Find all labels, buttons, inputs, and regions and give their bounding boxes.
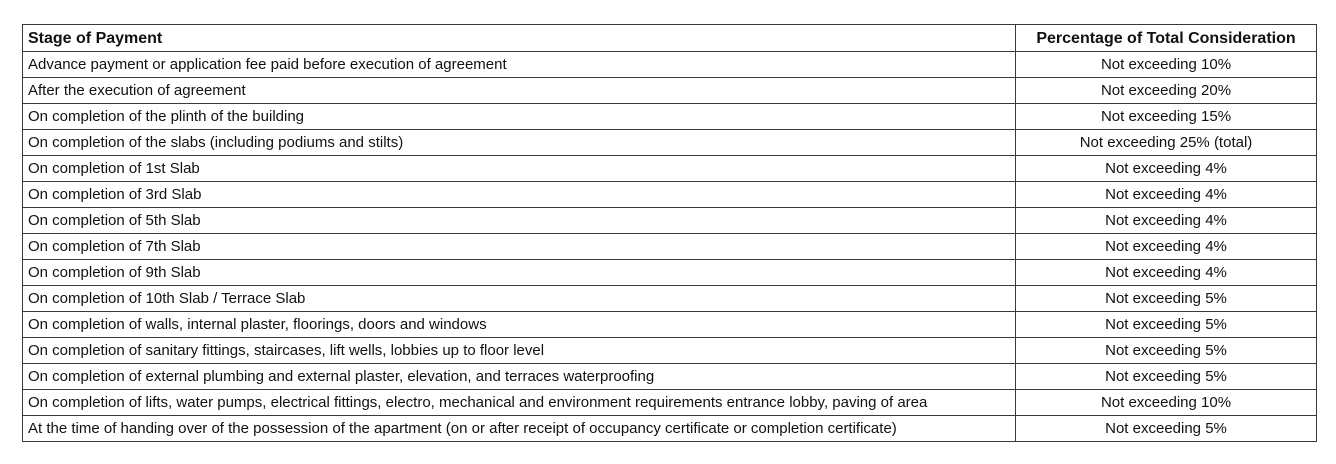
table-header-row [23,25,1317,52]
stage-cell: Advance payment or application fee paid before execution of agreement [23,52,1016,78]
table-row [23,208,1317,234]
table-row [23,260,1317,286]
percentage-cell: Not exceeding 5% [1016,416,1317,442]
table-row [23,416,1317,442]
payment-schedule-table [22,24,1317,442]
percentage-cell: Not exceeding 5% [1016,364,1317,390]
table-row [23,234,1317,260]
header-percentage: Percentage of Total Consideration [1016,25,1317,52]
table-row [23,364,1317,390]
table-row [23,182,1317,208]
stage-cell: On completion of walls, internal plaster, floorings, doors and windows [23,312,1016,338]
table-row [23,156,1317,182]
stage-cell: On completion of 10th Slab / Terrace Slab [23,286,1016,312]
payment-schedule-container [22,24,1317,442]
percentage-cell: Not exceeding 20% [1016,78,1317,104]
percentage-cell: Not exceeding 4% [1016,182,1317,208]
stage-cell: On completion of the plinth of the building [23,104,1016,130]
percentage-cell: Not exceeding 10% [1016,390,1317,416]
percentage-cell: Not exceeding 5% [1016,286,1317,312]
table-row [23,286,1317,312]
stage-cell: On completion of 7th Slab [23,234,1016,260]
stage-cell: On completion of 1st Slab [23,156,1016,182]
stage-cell: On completion of 9th Slab [23,260,1016,286]
stage-cell: On completion of 3rd Slab [23,182,1016,208]
table-row [23,312,1317,338]
stage-cell: On completion of lifts, water pumps, electrical fittings, electro, mechanical and environment requirements entrance lobby, paving of area [23,390,1016,416]
stage-cell: On completion of external plumbing and external plaster, elevation, and terraces waterproofing [23,364,1016,390]
percentage-cell: Not exceeding 5% [1016,338,1317,364]
table-row [23,338,1317,364]
percentage-cell: Not exceeding 4% [1016,234,1317,260]
percentage-cell: Not exceeding 25% (total) [1016,130,1317,156]
percentage-cell: Not exceeding 10% [1016,52,1317,78]
percentage-cell: Not exceeding 4% [1016,208,1317,234]
header-stage-of-payment: Stage of Payment [23,25,1016,52]
stage-cell: At the time of handing over of the possession of the apartment (on or after receipt of occupancy certificate or completion certificate) [23,416,1016,442]
table-row [23,52,1317,78]
stage-cell: On completion of 5th Slab [23,208,1016,234]
percentage-cell: Not exceeding 15% [1016,104,1317,130]
table-row [23,78,1317,104]
percentage-cell: Not exceeding 4% [1016,260,1317,286]
percentage-cell: Not exceeding 4% [1016,156,1317,182]
table-body [23,52,1317,442]
stage-cell: After the execution of agreement [23,78,1016,104]
table-row [23,104,1317,130]
table-row [23,130,1317,156]
stage-cell: On completion of sanitary fittings, staircases, lift wells, lobbies up to floor level [23,338,1016,364]
table-row [23,390,1317,416]
percentage-cell: Not exceeding 5% [1016,312,1317,338]
stage-cell: On completion of the slabs (including podiums and stilts) [23,130,1016,156]
